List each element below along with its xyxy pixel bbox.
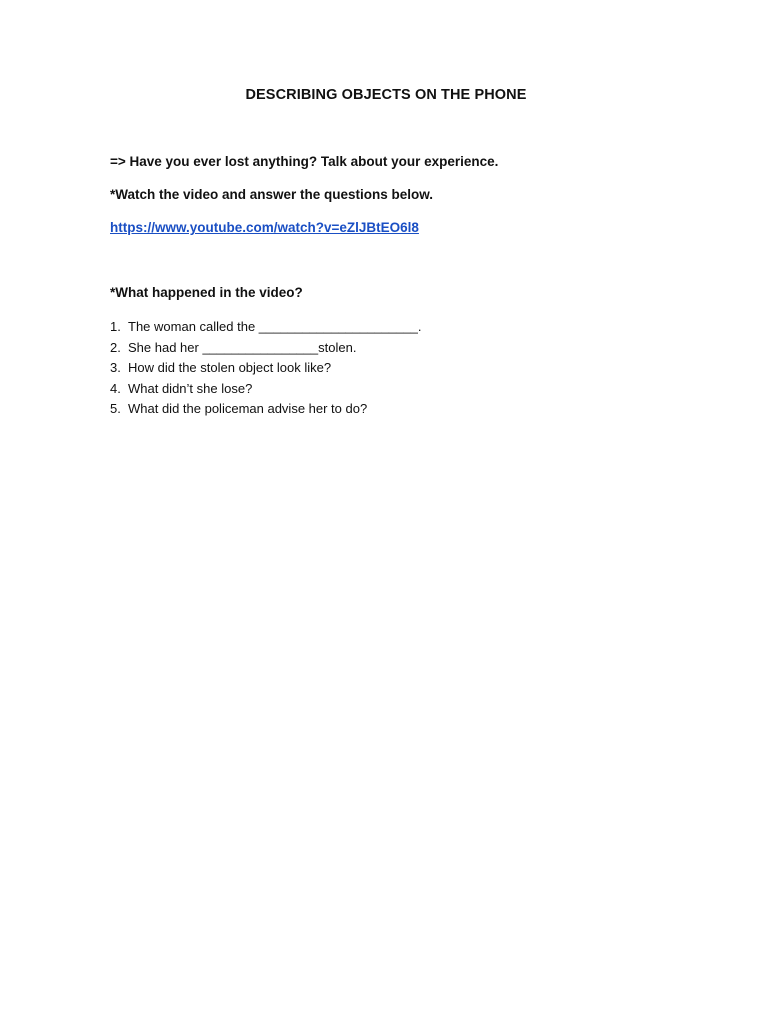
question-list [110,317,421,420]
instruction-text: *Watch the video and answer the questions below. [110,187,434,202]
question-item [110,379,421,400]
question-number: 5. [110,401,121,416]
intro-prompt: => Have you ever lost anything? Talk about your experience. [110,154,499,169]
video-link[interactable]: https://www.youtube.com/watch?v=eZlJBtEO6l8 [110,220,419,235]
question-item [110,358,421,379]
video-link-line [110,220,419,235]
question-number: 1. [110,319,121,334]
question-text: The woman called the ______________________. [128,319,422,334]
question-number: 4. [110,380,121,396]
question-text: What didn’t she lose? [128,380,253,396]
question-text: She had her ________________stolen. [128,339,357,355]
question-item [110,399,421,420]
section-heading: *What happened in the video? [110,285,303,300]
question-text: What did the policeman advise her to do? [128,401,368,416]
page-title: DESCRIBING OBJECTS ON THE PHONE [245,87,527,103]
question-item [110,338,421,359]
question-text: How did the stolen object look like? [128,360,332,375]
question-item [110,317,421,338]
question-number: 2. [110,339,121,355]
question-number: 3. [110,360,121,375]
